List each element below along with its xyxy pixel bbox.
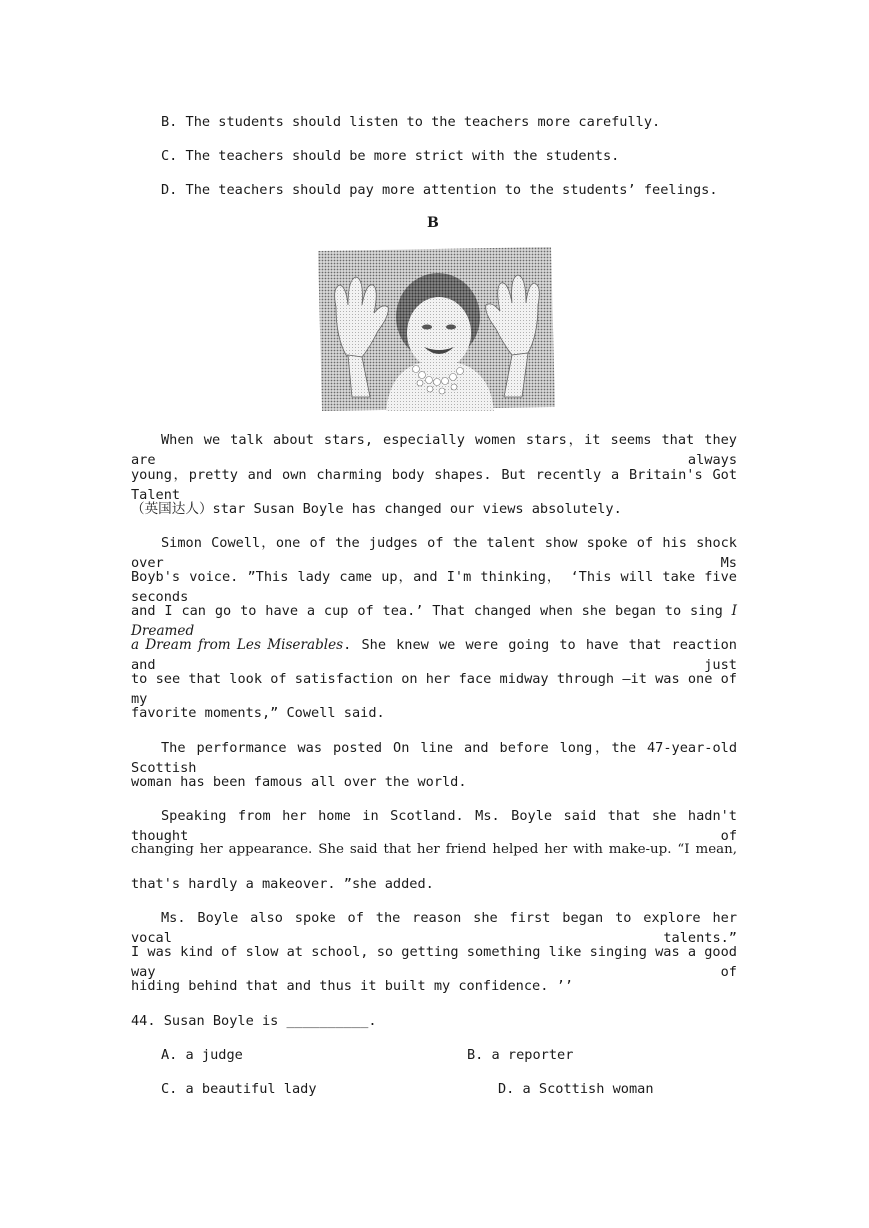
passage-p4-line1: Speaking from her home in Scotland. Ms. Boyle said that she hadn't thought of [131,808,737,844]
section-label: B [427,215,439,231]
passage-p4-line2: changing her appearance. She said that her friend helped her with make-up. “I mean, [131,842,737,857]
passage-p2-line6: favorite moments,” Cowell said. [131,705,385,721]
passage-p3-line1: The performance was posted On line and before long，the 47-year-old Scottish [131,740,737,776]
passage-p4-line3: that's hardly a makeover. ”she added. [131,876,434,892]
question-44-option-d: D. a Scottish woman [498,1081,654,1097]
passage-p5-line1: Ms. Boyle also spoke of the reason she first began to explore her vocal talents.” [131,910,737,946]
passage-p1-line2: young，pretty and own charming body shapes. But recently a Britain's Got Talent [131,467,737,503]
song-title-part2: a Dream from Les Miserables [131,637,344,653]
song-title-part1: I Dreamed [131,603,737,639]
passage-p2-line3-text: and I can go to have a cup of tea.’ That changed when she began to sing [131,603,732,619]
passage-p2-line2: Boyb's voice. ”This lady came up，and I'm thinking， ‘This will take five seconds [131,569,737,605]
passage-p3-line2: woman has been famous all over the world. [131,774,467,790]
passage-p5-line2: I was kind of slow at school, so getting something like singing was a good way of [131,944,737,980]
passage-p2-line4-text: . She knew we were going to have that reaction and just [131,637,737,673]
question-44-option-b: B. a reporter [467,1047,574,1063]
option-b: B. The students should listen to the teachers more carefully. [161,114,661,130]
option-c: C. The teachers should be more strict with the students. [161,148,620,164]
question-44-stem: 44. Susan Boyle is __________. [131,1013,377,1029]
passage-p5-line3: hiding behind that and thus it built my confidence. ’’ [131,978,573,994]
passage-p2-line1: Simon Cowell，one of the judges of the talent show spoke of his shock over Ms [131,535,737,571]
passage-p1-line3: （英国达人）star Susan Boyle has changed our views absolutely. [131,501,622,517]
passage-p2-line5: to see that look of satisfaction on her face midway through —it was one of my [131,671,737,707]
passage-p1-line1: When we talk about stars, especially women stars，it seems that they are always [131,432,737,468]
woman-clapping-photo [318,247,555,411]
question-44-option-c: C. a beautiful lady [161,1081,317,1097]
option-d: D. The teachers should pay more attention to the students’ feelings. [161,182,718,198]
question-44-option-a: A. a judge [161,1047,243,1063]
